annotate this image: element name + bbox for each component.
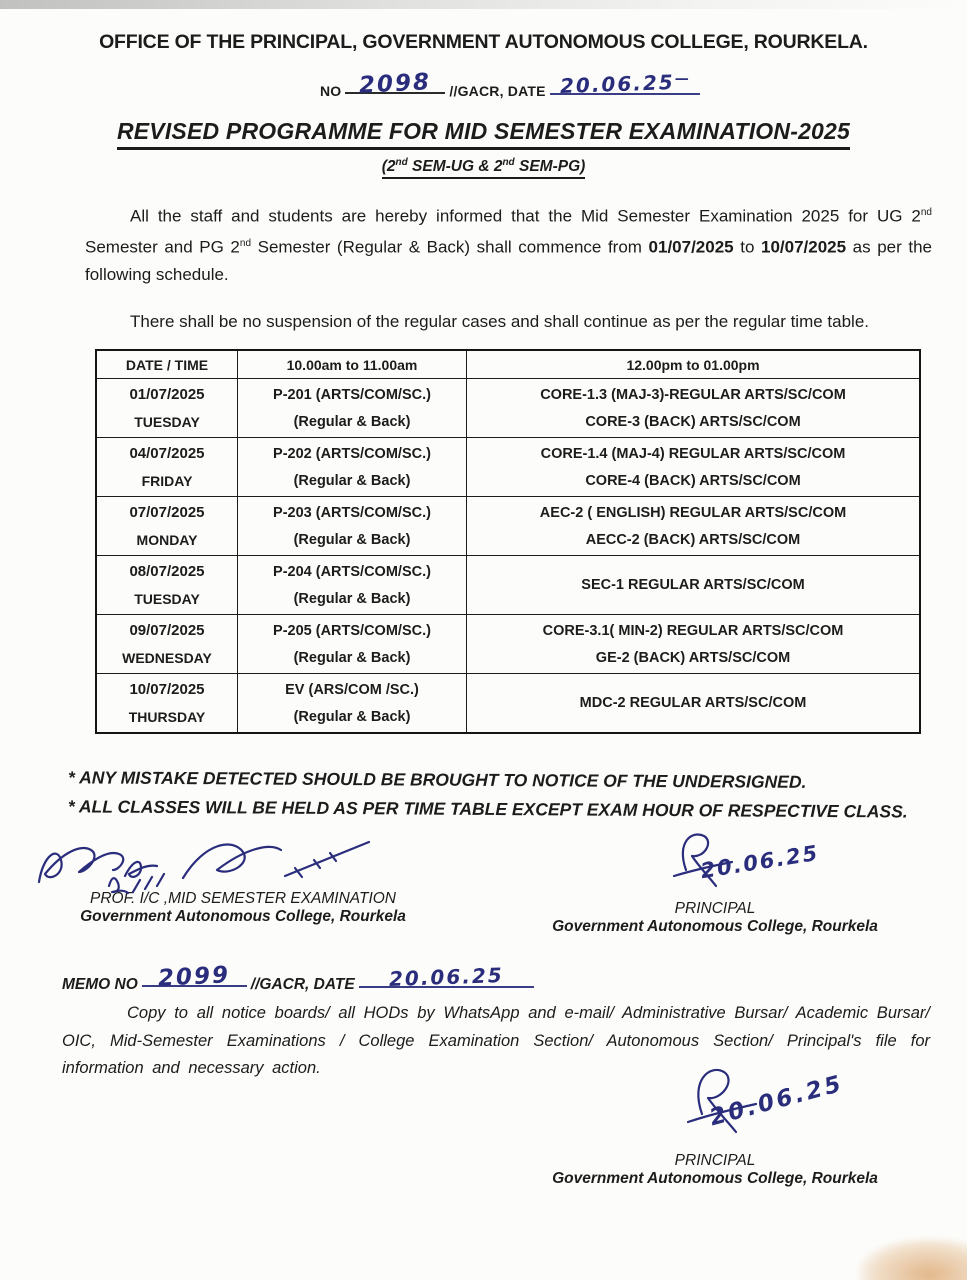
end-date: 10/07/2025 <box>761 237 847 257</box>
table-row: 07/07/2025 MONDAY P-203 (ARTS/COM/SC.) (Regular & Back) AEC-2 ( ENGLISH) REGULAR ARTS/SC/COM AECC-2 (BACK) ARTS/SC/COM <box>96 497 920 556</box>
col-header-slot1: 10.00am to 11.00am <box>238 350 467 379</box>
notice-title-wrap <box>0 118 967 150</box>
signature-bottom-date: 20.06.25 <box>706 1070 847 1132</box>
memo-no-blank <box>142 962 247 992</box>
memo-no-handwritten: 2099 <box>157 962 231 992</box>
notice-title: REVISED PROGRAMME FOR MID SEMESTER EXAMINATION-2025 <box>117 118 850 150</box>
signature-left-block <box>28 832 458 926</box>
scan-stain <box>858 1238 967 1280</box>
col-header-date-time: DATE / TIME <box>96 350 238 379</box>
table-header-row <box>96 350 920 379</box>
footnotes <box>68 763 934 825</box>
table-row: 04/07/2025 FRIDAY P-202 (ARTS/COM/SC.) (Regular & Back) CORE-1.4 (MAJ-4) REGULAR ARTS/SC/COM CORE-4 (BACK) ARTS/SC/COM <box>96 438 920 497</box>
memo-date-handwritten: 20.06.25 <box>388 963 504 991</box>
ref-no-blank <box>345 69 445 99</box>
ref-date-handwritten: 20.06.25 <box>559 70 676 98</box>
table-row: 01/07/2025 TUESDAY P-201 (ARTS/COM/SC.) (Regular & Back) CORE-1.3 (MAJ-3)-REGULAR ARTS/SC/COM CORE-3 (BACK) ARTS/SC/COM <box>96 379 920 438</box>
ref-no-label: NO <box>320 83 342 99</box>
notice-subtitle: (2nd SEM-UG & 2nd SEM-PG) <box>382 157 586 179</box>
ref-date-blank <box>550 70 700 98</box>
table-row: 09/07/2025 WEDNESDAY P-205 (ARTS/COM/SC.) (Regular & Back) CORE-3.1( MIN-2) REGULAR ARTS/SC/COM GE-2 (BACK) ARTS/SC/COM <box>96 615 920 674</box>
copy-to-paragraph: Copy to all notice boards/ all HODs by WhatsApp and e-mail/ Administrative Bursar/ Academic Bursar/ OIC, Mid-Semester Examinations / College Examination Section/ Autonomous Section/ Principal's file for information and necessary action. <box>62 1004 930 1077</box>
col-header-slot2: 12.00pm to 01.00pm <box>467 350 921 379</box>
signature-left-title: PROF. I/C ,MID SEMESTER EXAMINATION <box>89 890 397 907</box>
signature-right-org: Government Autonomous College, Rourkela <box>552 918 878 935</box>
signature-left-org: Government Autonomous College, Rourkela <box>80 908 406 925</box>
signature-bottom-block <box>540 1058 890 1188</box>
memo-date-blank <box>359 963 534 991</box>
start-date: 01/07/2025 <box>648 237 734 257</box>
signature-bottom-title: PRINCIPAL <box>674 1152 756 1169</box>
table-row: 10/07/2025 THURSDAY EV (ARS/COM /SC.) (Regular & Back) MDC-2 REGULAR ARTS/SC/COM <box>96 674 920 734</box>
no-suspension-note: There shall be no suspension of the regular cases and shall continue as per the regular time table. <box>130 312 870 331</box>
note-classes: * ALL CLASSES WILL BE HELD AS PER TIME TABLE EXCEPT EXAM HOUR OF RESPECTIVE CLASS. <box>67 795 908 821</box>
ref-date-flourish: — <box>675 71 690 87</box>
letterhead-title: OFFICE OF THE PRINCIPAL, GOVERNMENT AUTONOMOUS COLLEGE, ROURKELA. <box>99 31 868 53</box>
ref-number-line <box>320 69 704 99</box>
signature-bottom-org: Government Autonomous College, Rourkela <box>552 1170 878 1187</box>
signature-right-date: 20.06.25 <box>698 840 821 884</box>
scan-edge-artifact <box>0 0 967 9</box>
memo-middle-label: //GACR, DATE <box>250 976 355 993</box>
signature-scribble-left <box>33 830 393 900</box>
note-mistake: * ANY MISTAKE DETECTED SHOULD BE BROUGHT TO NOTICE OF THE UNDERSIGNED. <box>68 767 807 792</box>
notice-subtitle-wrap <box>0 157 967 179</box>
table-row: 08/07/2025 TUESDAY P-204 (ARTS/COM/SC.) (Regular & Back) SEC-1 REGULAR ARTS/SC/COM <box>96 556 920 615</box>
signature-right-block <box>540 826 890 936</box>
signature-right-title: PRINCIPAL <box>674 900 756 917</box>
memo-line <box>62 962 538 994</box>
ref-no-handwritten: 2098 <box>358 69 433 99</box>
exam-schedule-table <box>95 349 921 734</box>
ref-middle-label: //GACR, DATE <box>449 83 546 99</box>
memo-label: MEMO NO <box>62 976 138 993</box>
intro-paragraph: All the staff and students are hereby informed that the Mid Semester Examination 2025 for UG 2nd Semester and PG 2nd Semester (Regular & Back) shall commence from 01/07/2025 to 10/07/2025 as per the following schedule. <box>85 206 933 285</box>
